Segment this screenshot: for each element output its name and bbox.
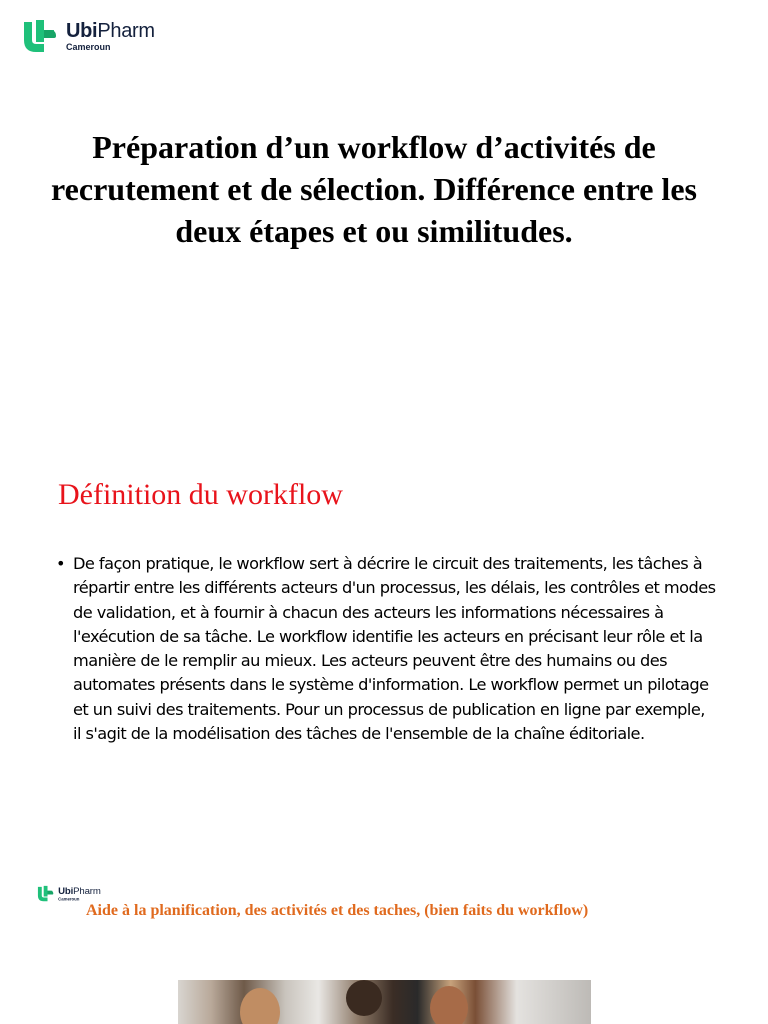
logo-name-small: UbiPharm bbox=[58, 885, 101, 897]
bottom-caption: Aide à la planification, des activités et des taches, (bien faits du workflow) bbox=[86, 902, 589, 919]
definition-text: De façon pratique, le workflow sert à décrire le circuit des traitements, les tâches à répartir entre les différents acteurs d'un processus, les délais, les contrôles et modes de validation, et à fournir à chacun des acteurs les informations nécessaires à l'exécution de sa tâche. Le workflow identifie les acteurs en précisant leur rôle et la manière de le remplir au mieux. Les acteurs peuvent être des humains ou des automates présents dans le système d'information. Le workflow permet un pilotage et un suivi des traitements. Pour un processus de publication en ligne par exemple, il s'agit de la modélisation des tâches de l'ensemble de la chaîne éditoriale. bbox=[73, 554, 716, 744]
logo-subtitle-small: Cameroun bbox=[58, 896, 80, 902]
ubipharm-logo-mark-small-icon bbox=[36, 884, 55, 903]
logo-name: UbiPharm bbox=[66, 19, 155, 42]
person-head-2 bbox=[346, 980, 382, 1016]
person-head-1 bbox=[240, 988, 280, 1024]
person-head-3 bbox=[430, 986, 468, 1024]
page-title: Préparation d’un workflow d’activités de recrutement et de sélection. Différence entre les deux étapes et ou similitudes. bbox=[51, 129, 697, 249]
section-heading: Définition du workflow bbox=[58, 478, 343, 511]
people-photo bbox=[178, 980, 591, 1024]
ubipharm-logo-small bbox=[36, 884, 103, 903]
ubipharm-logo-mark-icon bbox=[20, 16, 60, 56]
logo-subtitle: Cameroun bbox=[66, 41, 111, 52]
ubipharm-logo bbox=[20, 16, 155, 56]
definition-bullet bbox=[56, 552, 716, 746]
bullet-icon: • bbox=[56, 554, 65, 573]
definition-bullet-list bbox=[56, 552, 716, 746]
